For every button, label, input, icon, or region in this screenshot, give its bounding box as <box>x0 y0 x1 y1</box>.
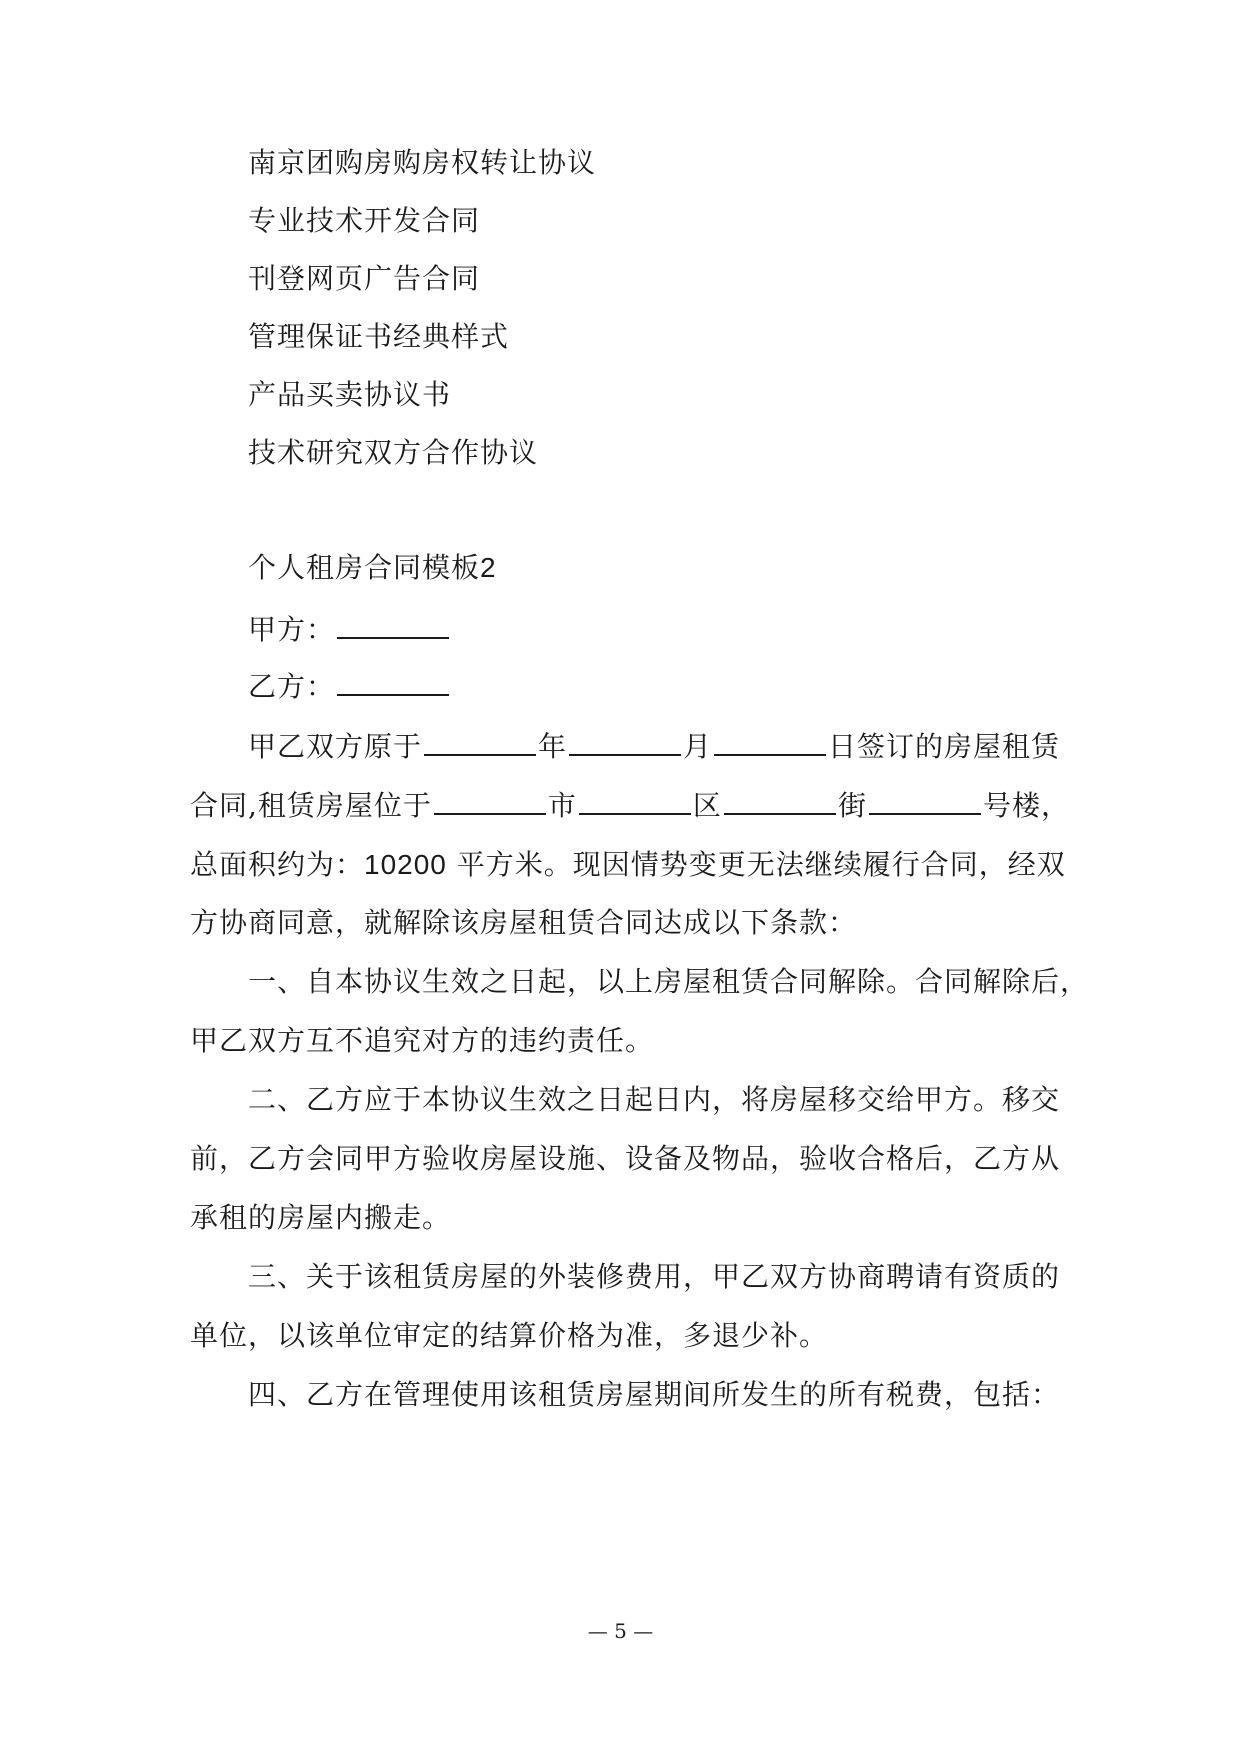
clause-3-line-1: 三、关于该租赁房屋的外装修费用，甲乙双方协商聘请有资质的 <box>248 1260 1061 1293</box>
contract-title <box>248 548 497 588</box>
party-b-label: 乙方： <box>248 670 336 703</box>
street-blank <box>724 787 836 815</box>
related-title-5: 产品买卖协议书 <box>248 378 452 411</box>
p1-text-city: 市 <box>547 789 577 822</box>
district-blank <box>579 787 691 815</box>
p1-text-building: 号楼， <box>982 789 1070 822</box>
contract-title-text: 个人租房合同模板 <box>248 551 481 584</box>
clause-2-line-1: 二、乙方应于本协议生效之日起日内，将房屋移交给甲方。移交 <box>248 1083 1061 1116</box>
clause-3-line-2: 单位，以该单位审定的结算价格为准，多退少补。 <box>190 1319 829 1352</box>
party-b-line <box>248 667 451 707</box>
related-title-6: 技术研究双方合作协议 <box>248 436 539 469</box>
month-blank <box>569 728 681 756</box>
clause-1-line-2: 甲乙双方互不追究对方的违约责任。 <box>190 1024 655 1057</box>
p1-text-location: 合同,租赁房屋位于 <box>190 789 432 822</box>
related-title-1: 南京团购房购房权转让协议 <box>248 146 597 179</box>
party-a-line <box>248 610 451 650</box>
related-title-4: 管理保证书经典样式 <box>248 320 510 353</box>
clause-4-line-1: 四、乙方在管理使用该租赁房屋期间所发生的所有税费，包括： <box>248 1378 1061 1411</box>
building-blank <box>869 787 981 815</box>
p1-text-month: 月 <box>683 730 713 763</box>
paragraph-1-line-3 <box>190 845 1066 885</box>
related-title-2: 专业技术开发合同 <box>248 204 481 237</box>
clause-1-line-1: 一、自本协议生效之日起，以上房屋租赁合同解除。合同解除后， <box>248 965 1090 998</box>
p1-text-street: 街 <box>837 789 867 822</box>
paragraph-1-line-4: 方协商同意，就解除该房屋租赁合同达成以下条款： <box>190 906 858 939</box>
p1-text-day: 日签订的房屋租赁 <box>828 730 1061 763</box>
p1-text-area-rest: 平方米。现因情势变更无法继续履行合同，经双 <box>446 848 1066 881</box>
p1-text-year: 年 <box>538 730 568 763</box>
p1-text-1: 甲乙双方原于 <box>248 730 423 763</box>
contract-title-number: 2 <box>480 552 497 583</box>
city-blank <box>434 787 546 815</box>
paragraph-1-line-2 <box>190 786 1070 826</box>
year-blank <box>424 728 536 756</box>
p1-text-area-label: 总面积约为： <box>190 848 365 881</box>
area-value: 10200 <box>364 849 447 880</box>
clause-2-line-3: 承租的房屋内搬走。 <box>190 1201 452 1234</box>
page-number: — 5 — <box>587 1619 654 1643</box>
p1-text-district: 区 <box>692 789 722 822</box>
party-a-blank <box>337 611 449 639</box>
related-title-3: 刊登网页广告合同 <box>248 262 481 295</box>
day-blank <box>714 728 826 756</box>
party-b-blank <box>337 668 449 696</box>
party-a-label: 甲方： <box>248 613 336 646</box>
paragraph-1-line-1 <box>248 727 1060 767</box>
clause-2-line-2: 前，乙方会同甲方验收房屋设施、设备及物品，验收合格后，乙方从 <box>190 1142 1061 1175</box>
